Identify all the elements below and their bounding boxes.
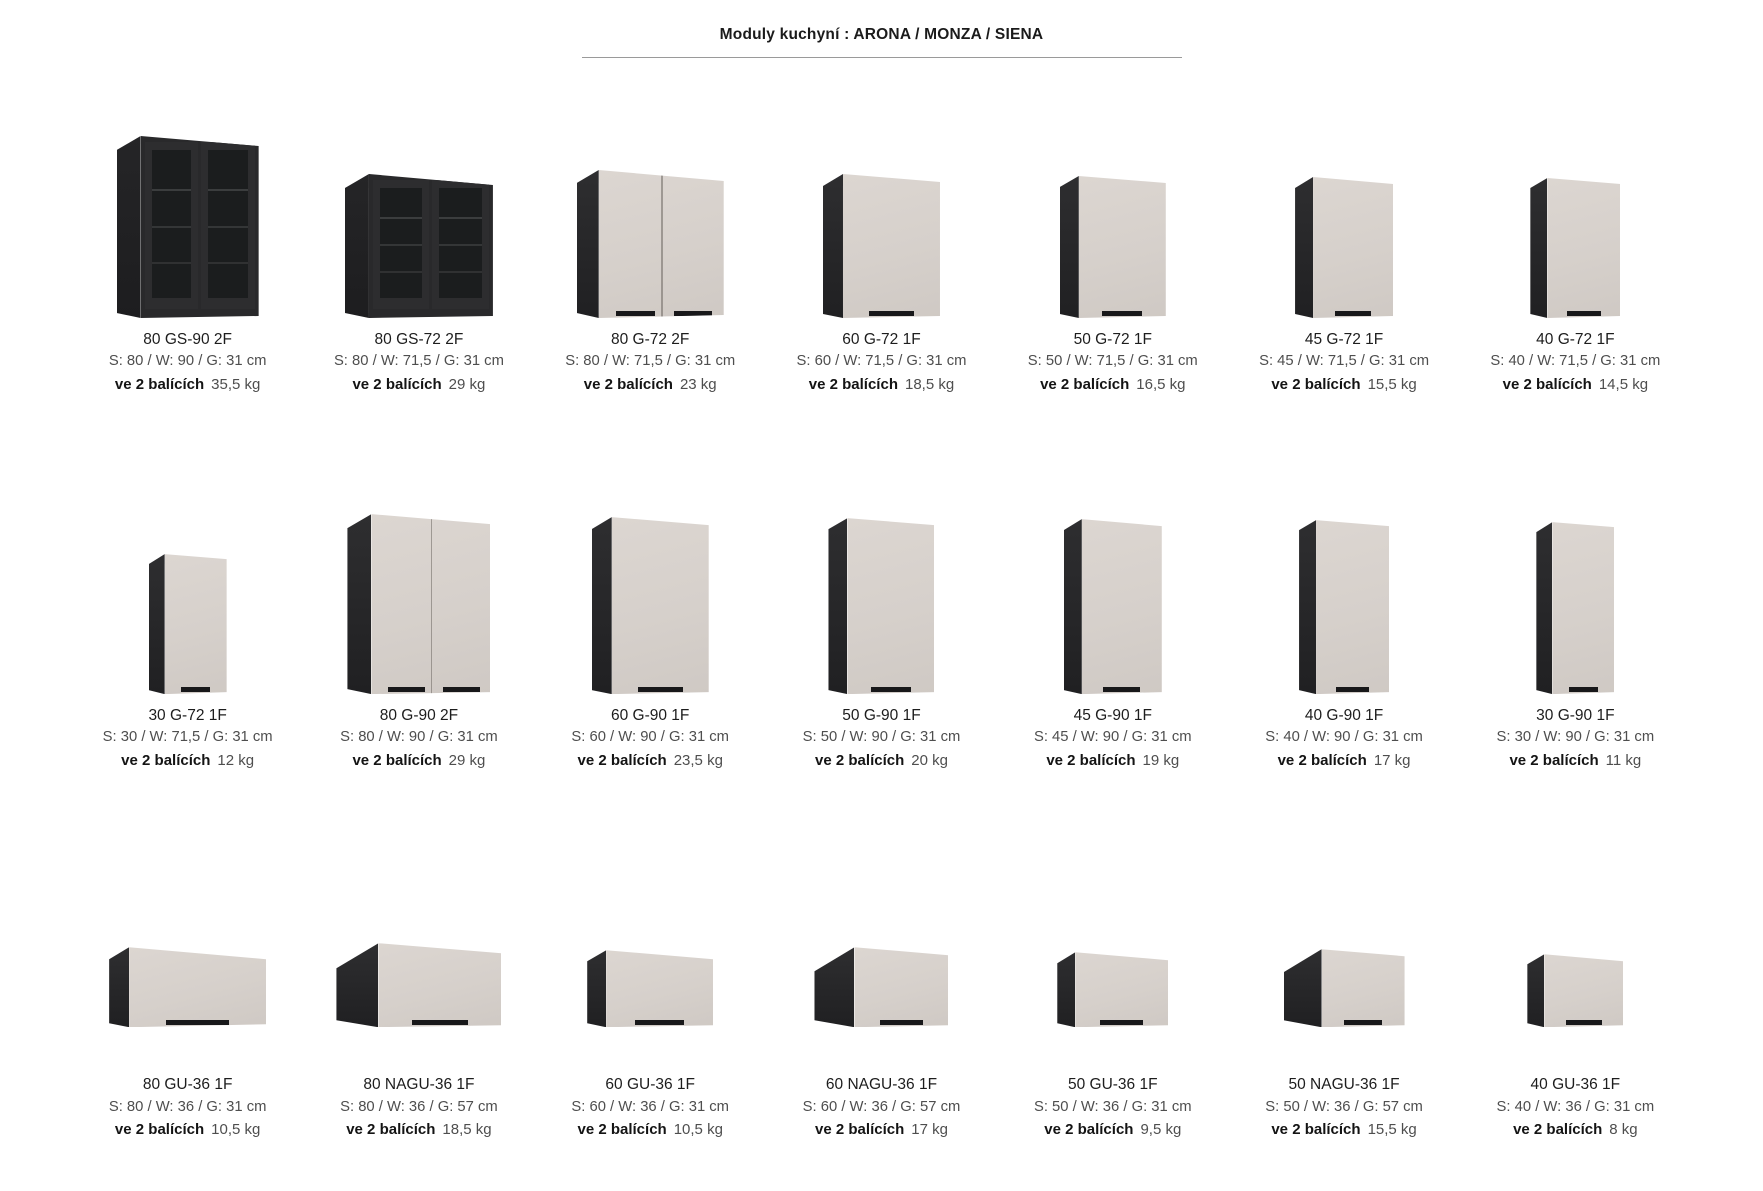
weight-value: 14,5 kg (1598, 375, 1649, 393)
product-weight-line (577, 1120, 722, 1140)
product-image (535, 482, 766, 694)
door-handle (871, 687, 911, 692)
cabinet-front-panel (1547, 178, 1620, 318)
weight-value: 16,5 kg (1136, 375, 1186, 393)
cabinet-side-panel (336, 943, 378, 1027)
product-card (535, 917, 766, 1139)
product-dimensions: S: 40 / W: 71,5 / G: 31 cm (1490, 353, 1661, 370)
product-card (1228, 482, 1459, 770)
product-name: 45 G-90 1F (1073, 707, 1152, 725)
weight-value: 8 kg (1609, 1120, 1638, 1138)
product-image (1460, 106, 1691, 318)
cabinet-render (823, 174, 940, 318)
product-card (766, 917, 997, 1139)
product-weight-line (346, 1120, 491, 1140)
cabinet-render (347, 514, 490, 694)
product-card (766, 106, 997, 394)
product-dimensions: S: 40 / W: 36 / G: 31 cm (1496, 1098, 1655, 1115)
door-seam (431, 514, 433, 694)
product-name: 60 G-72 1F (842, 331, 921, 348)
product-image (997, 917, 1228, 1027)
pack-label: ve 2 balících (815, 751, 905, 769)
cabinet-side-panel (117, 136, 141, 318)
product-dimensions: S: 30 / W: 71,5 / G: 31 cm (102, 729, 273, 746)
product-card (1460, 917, 1691, 1139)
pack-label: ve 2 balících (1502, 375, 1592, 393)
door-handle (443, 687, 480, 692)
door-handle (616, 311, 655, 316)
cabinet-render (336, 943, 501, 1027)
weight-value: 19 kg (1142, 751, 1180, 769)
product-dimensions: S: 60 / W: 36 / G: 31 cm (571, 1098, 730, 1115)
cabinet-front-panel (1082, 519, 1162, 694)
cabinet-side-panel (1299, 520, 1316, 694)
cabinet-render (1527, 954, 1623, 1027)
cabinet-front-panel (843, 174, 940, 318)
product-dimensions: S: 45 / W: 71,5 / G: 31 cm (1259, 353, 1430, 370)
cabinet-side-panel (1057, 952, 1075, 1027)
page-title: Moduly kuchyní : ARONA / MONZA / SIENA (719, 26, 1044, 43)
door-handle (1103, 687, 1140, 692)
product-image (766, 482, 997, 694)
cabinet-side-panel (814, 947, 854, 1027)
product-name: 30 G-90 1F (1536, 707, 1615, 725)
weight-value: 18,5 kg (442, 1120, 492, 1138)
product-weight-line (809, 375, 954, 395)
product-dimensions: S: 30 / W: 90 / G: 31 cm (1496, 729, 1655, 746)
cabinet-render (587, 950, 713, 1027)
pack-label: ve 2 balících (1277, 751, 1367, 769)
product-image (997, 482, 1228, 694)
product-dimensions: S: 45 / W: 90 / G: 31 cm (1033, 729, 1192, 746)
cabinet-side-panel (149, 554, 165, 694)
cabinet-render (828, 518, 934, 694)
cabinet-front-panel (371, 514, 490, 694)
door-handle (674, 311, 713, 316)
product-image (1228, 482, 1459, 694)
door-handle (1567, 311, 1601, 316)
cabinet-render (592, 517, 709, 694)
product-card (72, 482, 303, 770)
product-image (72, 482, 303, 694)
product-name: 50 NAGU-36 1F (1288, 1076, 1400, 1094)
product-row (0, 917, 1763, 1139)
cabinet-front-panel (1075, 952, 1168, 1027)
glass-door (201, 142, 255, 309)
cabinet-front-panel (1552, 522, 1614, 694)
door-handle (166, 1020, 229, 1025)
pack-label: ve 2 balících (352, 751, 442, 769)
product-card (766, 482, 997, 770)
door-handle (181, 687, 210, 692)
product-dimensions: S: 50 / W: 90 / G: 31 cm (802, 729, 961, 746)
weight-value: 18,5 kg (904, 375, 955, 393)
product-weight-line (1509, 751, 1641, 771)
product-card (1228, 917, 1459, 1139)
cabinet-side-panel (823, 174, 843, 318)
product-card (997, 917, 1228, 1139)
product-name: 60 G-90 1F (611, 707, 690, 725)
door-handle (1335, 311, 1372, 316)
product-weight-line (115, 375, 260, 395)
cabinet-side-panel (1530, 178, 1547, 318)
product-image (303, 482, 534, 694)
cabinet-render (1530, 178, 1620, 318)
weight-value: 10,5 kg (673, 1120, 723, 1138)
cabinet-side-panel (592, 517, 612, 694)
product-card (1228, 106, 1459, 394)
product-image (535, 917, 766, 1027)
cabinet-side-panel (1527, 954, 1544, 1027)
product-image (303, 917, 534, 1027)
cabinet-front-panel (599, 170, 724, 318)
pack-label: ve 2 balících (114, 375, 205, 393)
pack-label: ve 2 balících (583, 375, 673, 393)
cabinet-render (1057, 952, 1168, 1027)
weight-value: 15,5 kg (1367, 1120, 1417, 1138)
glass-pane (380, 188, 423, 298)
pack-label: ve 2 balících (1044, 1120, 1134, 1138)
cabinet-side-panel (1284, 949, 1322, 1027)
catalog (0, 106, 1763, 1139)
cabinet-side-panel (587, 950, 606, 1027)
cabinet-render (1064, 519, 1162, 694)
product-name: 50 G-72 1F (1073, 331, 1152, 348)
weight-value: 15,5 kg (1367, 375, 1417, 393)
cabinet-front-panel (165, 554, 227, 694)
cabinet-side-panel (345, 174, 369, 318)
cabinet-side-panel (1536, 522, 1552, 694)
product-dimensions: S: 80 / W: 36 / G: 31 cm (108, 1098, 267, 1115)
cabinet-render (345, 174, 493, 318)
glass-pane (439, 188, 482, 298)
product-image (997, 106, 1228, 318)
product-dimensions: S: 60 / W: 36 / G: 57 cm (802, 1098, 961, 1115)
cabinet-front-panel (141, 136, 259, 318)
glass-door (145, 142, 199, 309)
product-row (0, 482, 1763, 770)
product-dimensions: S: 50 / W: 71,5 / G: 31 cm (1027, 353, 1198, 370)
product-name: 80 GS-90 2F (143, 331, 233, 348)
weight-value: 11 kg (1605, 751, 1642, 769)
product-name: 80 GU-36 1F (142, 1076, 233, 1094)
cabinet-front-panel (1322, 949, 1405, 1027)
cabinet-front-panel (369, 174, 493, 318)
product-weight-line (584, 375, 717, 395)
weight-value: 23 kg (679, 375, 717, 393)
product-weight-line (577, 751, 722, 771)
product-card (997, 482, 1228, 770)
product-card (303, 482, 534, 770)
product-image (766, 106, 997, 318)
door-handle (1566, 1020, 1602, 1025)
cabinet-render (1284, 949, 1405, 1027)
product-weight-line (1046, 751, 1179, 771)
product-dimensions: S: 60 / W: 90 / G: 31 cm (571, 729, 730, 746)
door-handle (638, 687, 683, 692)
product-dimensions: S: 80 / W: 71,5 / G: 31 cm (565, 353, 736, 370)
pack-label: ve 2 balících (114, 1120, 205, 1138)
cabinet-render (1536, 522, 1614, 694)
door-handle (635, 1020, 684, 1025)
cabinet-side-panel (828, 518, 847, 694)
product-image (72, 106, 303, 318)
product-weight-line (352, 751, 485, 771)
weight-value: 12 kg (217, 751, 255, 769)
cabinet-render (109, 947, 266, 1027)
cabinet-render (577, 170, 724, 318)
glass-doors-area (373, 180, 489, 309)
cabinet-render (117, 136, 259, 318)
product-name: 40 G-90 1F (1304, 707, 1384, 725)
product-weight-line (1044, 1120, 1181, 1140)
door-handle (412, 1020, 469, 1025)
door-handle (1102, 311, 1142, 316)
product-name: 45 G-72 1F (1304, 331, 1384, 348)
cabinet-side-panel (347, 514, 371, 694)
cabinet-front-panel (854, 947, 948, 1027)
weight-value: 29 kg (448, 375, 486, 393)
product-name: 60 NAGU-36 1F (825, 1076, 938, 1094)
product-card (997, 106, 1228, 394)
product-card (1460, 106, 1691, 394)
product-weight-line (1040, 375, 1185, 395)
door-handle (1100, 1020, 1143, 1025)
product-weight-line (815, 751, 948, 771)
product-weight-line (352, 375, 485, 395)
product-dimensions: S: 50 / W: 36 / G: 31 cm (1033, 1098, 1192, 1115)
door-handle (869, 311, 914, 316)
cabinet-render (1299, 520, 1389, 694)
product-weight-line (1503, 375, 1648, 395)
page-header (0, 26, 1763, 58)
pack-label: ve 2 balících (1046, 751, 1136, 769)
cabinet-render (1295, 177, 1393, 318)
product-image (535, 106, 766, 318)
cabinet-front-panel (847, 518, 934, 694)
pack-label: ve 2 balících (1271, 1120, 1361, 1138)
product-image (303, 106, 534, 318)
pack-label: ve 2 balících (1040, 375, 1130, 393)
cabinet-render (814, 947, 948, 1027)
door-handle (1569, 687, 1598, 692)
product-dimensions: S: 50 / W: 36 / G: 57 cm (1265, 1098, 1423, 1115)
pack-label: ve 2 balících (1509, 751, 1599, 769)
product-card (535, 482, 766, 770)
cabinet-side-panel (1295, 177, 1313, 318)
product-name: 80 GS-72 2F (374, 331, 464, 348)
weight-value: 17 kg (1373, 751, 1411, 769)
product-card (303, 917, 534, 1139)
weight-value: 9,5 kg (1140, 1120, 1182, 1138)
product-card (303, 106, 534, 394)
glass-pane (208, 150, 248, 298)
product-weight-line (1513, 1120, 1638, 1140)
pack-label: ve 2 balících (346, 1120, 436, 1138)
cabinet-front-panel (1316, 520, 1389, 694)
product-image (1228, 106, 1459, 318)
weight-value: 29 kg (448, 751, 486, 769)
cabinet-front-panel (606, 950, 713, 1027)
product-card (72, 106, 303, 394)
title-underline (582, 26, 1182, 58)
product-image (1228, 917, 1459, 1027)
door-handle (388, 687, 425, 692)
pack-label: ve 2 balících (1513, 1120, 1603, 1138)
product-image (1460, 917, 1691, 1027)
product-weight-line (1271, 375, 1416, 395)
pack-label: ve 2 balících (808, 375, 898, 393)
product-weight-line (115, 1120, 260, 1140)
glass-doors-area (145, 142, 255, 309)
cabinet-side-panel (109, 947, 129, 1027)
product-name: 60 GU-36 1F (605, 1076, 695, 1094)
cabinet-front-panel (1313, 177, 1393, 318)
cabinet-render (1060, 176, 1166, 318)
product-dimensions: S: 80 / W: 90 / G: 31 cm (108, 353, 267, 370)
cabinet-side-panel (1060, 176, 1079, 318)
product-dimensions: S: 60 / W: 71,5 / G: 31 cm (796, 353, 967, 370)
glass-pane (152, 150, 192, 298)
weight-value: 10,5 kg (211, 1120, 261, 1138)
weight-value: 17 kg (911, 1120, 948, 1138)
product-weight-line (1278, 751, 1411, 771)
glass-door (432, 180, 489, 309)
weight-value: 20 kg (911, 751, 948, 769)
pack-label: ve 2 balících (815, 1120, 905, 1138)
product-dimensions: S: 80 / W: 90 / G: 31 cm (340, 729, 498, 746)
product-dimensions: S: 80 / W: 36 / G: 57 cm (340, 1098, 498, 1115)
pack-label: ve 2 balících (1271, 375, 1361, 393)
product-name: 30 G-72 1F (148, 707, 227, 725)
product-row (0, 106, 1763, 394)
product-name: 80 G-90 2F (379, 707, 459, 725)
product-weight-line (1271, 1120, 1416, 1140)
door-seam (661, 170, 663, 318)
cabinet-front-panel (129, 947, 266, 1027)
product-dimensions: S: 40 / W: 90 / G: 31 cm (1265, 729, 1423, 746)
product-name: 80 NAGU-36 1F (363, 1076, 475, 1094)
door-handle (1344, 1020, 1382, 1025)
cabinet-front-panel (612, 517, 709, 694)
door-handle (1336, 687, 1370, 692)
pack-label: ve 2 balících (121, 751, 211, 769)
product-name: 80 G-72 2F (611, 331, 690, 348)
door-handle (880, 1020, 923, 1025)
pack-label: ve 2 balících (577, 1120, 667, 1138)
product-name: 50 GU-36 1F (1067, 1076, 1158, 1094)
weight-value: 35,5 kg (211, 375, 261, 393)
product-name: 40 G-72 1F (1536, 331, 1615, 348)
product-name: 40 GU-36 1F (1530, 1076, 1621, 1094)
weight-value: 23,5 kg (673, 751, 723, 769)
product-name: 50 G-90 1F (842, 707, 921, 725)
cabinet-render (149, 554, 227, 694)
product-card (72, 917, 303, 1139)
product-weight-line (121, 751, 254, 771)
product-card (1460, 482, 1691, 770)
product-dimensions: S: 80 / W: 71,5 / G: 31 cm (333, 353, 504, 370)
cabinet-front-panel (1544, 954, 1623, 1027)
cabinet-side-panel (1064, 519, 1082, 694)
pack-label: ve 2 balících (352, 375, 442, 393)
cabinet-side-panel (577, 170, 599, 318)
product-image (1460, 482, 1691, 694)
pack-label: ve 2 balících (577, 751, 667, 769)
glass-door (373, 180, 430, 309)
product-card (535, 106, 766, 394)
cabinet-front-panel (378, 943, 501, 1027)
cabinet-front-panel (1079, 176, 1166, 318)
product-image (72, 917, 303, 1027)
product-image (766, 917, 997, 1027)
product-weight-line (815, 1120, 948, 1140)
